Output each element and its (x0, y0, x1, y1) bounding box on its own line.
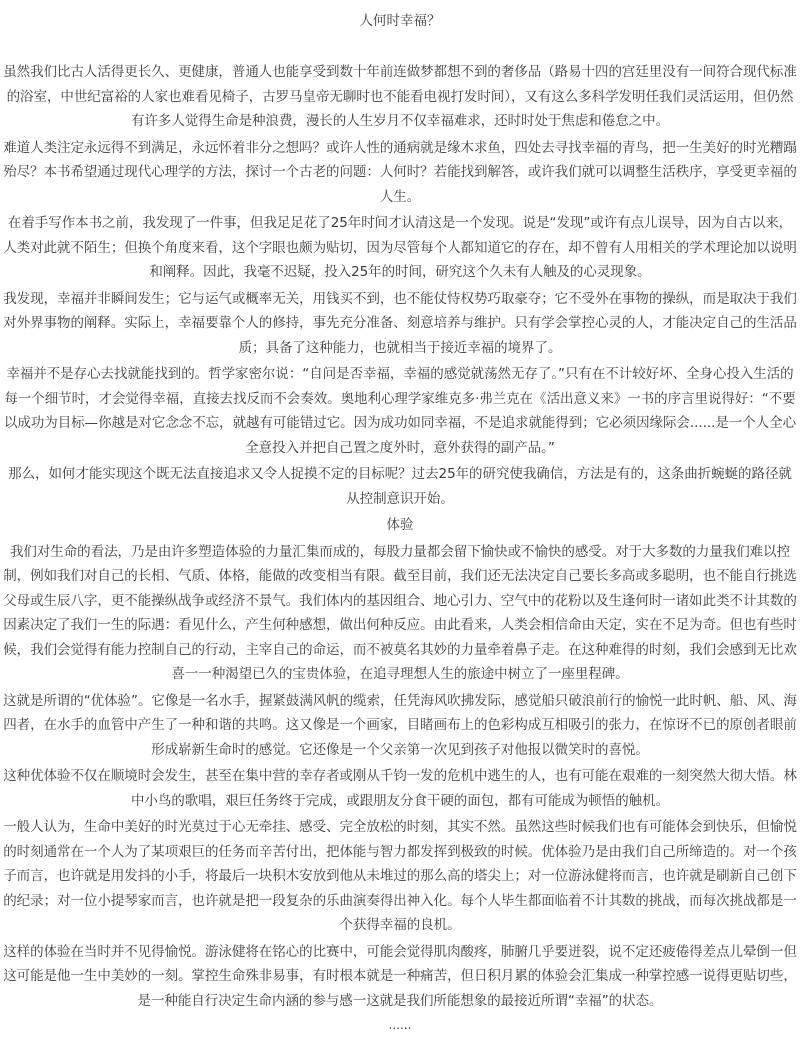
paragraph: 难道人类注定永远得不到满足，永远怀着非分之想吗？或许人性的通病就是缘木求鱼，四处去寻找幸福的青鸟，把一生美好的时光糟蹋殆尽？本书希望通过现代心理学的方法，探讨一个古老的问题：人何时？若能找到解答，或许我们就可以调整生活秩序，享受更幸福的人生。 (3, 139, 797, 205)
page-title: 人何时幸福？ (359, 13, 441, 29)
paragraph: 在着手写作本书之前，我发现了一件事，但我足足花了25年时间才认清这是一个发现。说是“发现”或许有点儿误导，因为自古以来，人类对此就不陌生；但换个角度来看，这个字眼也颇为贴切，因为尽管每个人都知道它的存在，却不曾有人用相关的学术理论加以说明和阐释。因此，我毫不迟疑，投入25年的时间，研究这个久未有人触及的心灵现象。 (3, 215, 797, 280)
paragraph: 这就是所谓的“优体验”。它像是一名水手，握紧鼓满风帆的缆索，任凭海风吹拂发际，感觉船只破浪前行的愉悦一此时帆、船、风、海四者，在水手的血管中产生了一种和谐的共鸣。这又像是一个画家，目睹画布上的色彩构成互相吸引的张力，在惊讶不已的原创者眼前形成崭新生命时的感觉。它还像是一个父亲第一次见到孩子对他报以微笑时的喜悦。 (3, 692, 797, 758)
paragraph: 这样的体验在当时并不见得愉悦。游泳健将在铭心的比赛中，可能会觉得肌肉酸疼，肺腑几乎要迸裂，说不定还疲倦得差点儿晕倒一但这可能是他一生中美妙的一刻。掌控生命殊非易事，有时根本就是一种痛苦，但日积月累的体验会汇集成一种掌控感一说得更贴切些，是一种能自行决定生命内涵的参与感一这就是我们所能想象的最接近所谓“幸福”的状态。 (3, 943, 797, 1009)
paragraph: 虽然我们比古人活得更长久、更健康，普通人也能享受到数十年前连做梦都想不到的奢侈品（路易十四的宫廷里没有一间符合现代标准的浴室，中世纪富裕的人家也难看见椅子，古罗马皇帝无聊时也不能看电视打发时间），又有这么多科学发明任我们灵活运用，但仍然有许多人觉得生命是种浪费，漫长的人生岁月不仅幸福难求，还时时处于焦虑和倦怠之中。 (3, 64, 797, 129)
paragraph: 幸福并不是存心去找就能找到的。哲学家密尔说：“自问是否幸福，幸福的感觉就荡然无存了。”只有在不计较好坏、全身心投入生活的每一个细节时，才会觉得幸福，直接去找反而不会奏效。奥地利心理学家维克多·弗兰克在《活出意义来》一书的序言里说得好：“不要以成功为目标—你越是对它念念不忘，就越有可能错过它。因为成功如同幸福，不是追求就能得到；它必须因缘际会......是一个人全心全意投入并把自己置之度外时，意外获得的副产品。” (3, 366, 797, 456)
paragraph: 我们对生命的看法，乃是由许多塑造体验的力量汇集而成的，每股力量都会留下愉快或不愉快的感受。对于大多数的力量我们难以控制，例如我们对自己的长相、气质、体格，能做的改变相当有限。截至目前，我们还无法决定自己要长多高或多聪明，也不能自行挑选父母或生辰八字，更不能操纵战争或经济不景气。我们体内的基因组合、地心引力、空气中的花粉以及生逢何时一诸如此类不计其数的因素决定了我们一生的际遇：看见什么，产生何种感想，做出何种反应。由此看来，人类会相信命由天定，实在不足为奇。但也有些时候，我们会觉得有能力控制自己的行动，主宰自己的命运，而不被莫名其妙的力量牵着鼻子走。在这种难得的时刻，我们会感到无比欢喜一一种渴望已久的宝贵体验，在追寻理想人生的旅途中树立了一座里程碑。 (3, 543, 797, 682)
intro-section (2, 60, 798, 511)
paragraph: 那么，如何才能实现这个既无法直接追求又令人捉摸不定的目标呢？过去25年的研究使我确信，方法是有的，这条曲折蜿蜒的路径就从控制意识开始。 (8, 466, 792, 507)
continuation-ellipsis: ...... (388, 1018, 412, 1032)
section-heading: 体验 (386, 517, 414, 533)
paragraph: 我发现，幸福并非瞬间发生；它与运气或概率无关，用钱买不到，也不能仗恃权势巧取豪夺；它不受外在事物的操纵，而是取决于我们对外界事物的阐释。实际上，幸福要靠个人的修持，事先充分准备、刻意培养与维护。只有学会掌控心灵的人，才能决定自己的生活品质；具备了这种能力，也就相当于接近幸福的境界了。 (3, 290, 797, 356)
paragraph: 这种优体验不仅在顺境时会发生，甚至在集中营的幸存者或刚从千钧一发的危机中逃生的人，也有可能在艰难的一刻突然大彻大悟。林中小鸟的歌唱，艰巨任务终于完成，或跟朋友分食干硬的面包，都有可能成为顿悟的触机。 (3, 768, 797, 809)
experience-section (2, 540, 798, 1014)
paragraph: 一般人认为，生命中美好的时光莫过于心无牵挂、感受、完全放松的时刻，其实不然。虽然这些时候我们也有可能体会到快乐，但愉悦的时刻通常在一个人为了某项艰巨的任务而辛苦付出，把体能与智力都发挥到极致的时候。优体验乃是由我们自己所缔造的。对一个孩子而言，也许就是用发抖的小手，将最后一块积木安放到他从未堆过的那么高的塔尖上；对一位游泳健将而言，也许就是刷新自己创下的纪录；对一位小提琴家而言，也许就是把一段复杂的乐曲演奏得出神入化。每个人毕生都面临着不计其数的挑战，而每次挑战都是一个获得幸福的良机。 (3, 819, 797, 933)
